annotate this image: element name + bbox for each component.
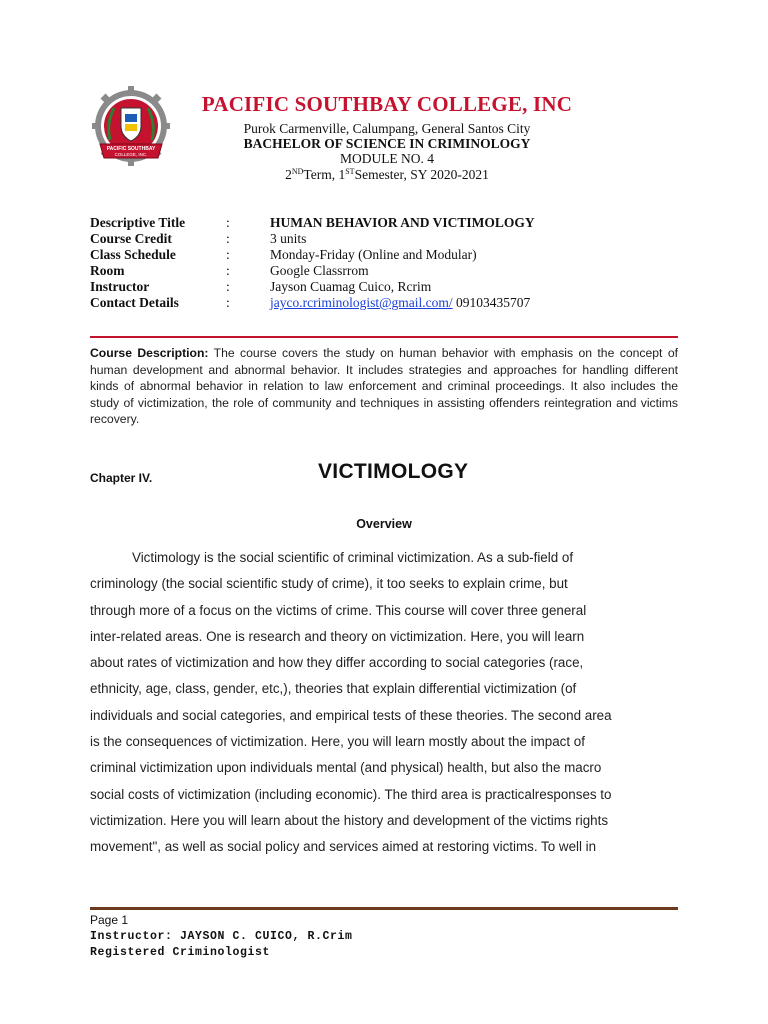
info-value: Monday-Friday (Online and Modular)	[270, 247, 477, 262]
header-divider	[90, 336, 678, 338]
info-label: Contact Details	[90, 295, 179, 310]
body-line: about rates of victimization and how they differ according to social categories (race,	[90, 655, 584, 671]
info-value: Jayson Cuamag Cuico, Rcrim	[270, 279, 432, 294]
footer-instructor: Instructor: JAYSON C. CUICO, R.Crim	[90, 930, 353, 943]
info-value: HUMAN BEHAVIOR AND VICTIMOLOGY	[270, 215, 535, 230]
footer-role: Registered Criminologist	[90, 946, 271, 959]
body-line: ethnicity, age, class, gender, etc,), theories that explain differential victimization (of	[90, 681, 577, 697]
info-row-room	[90, 263, 690, 279]
college-address: Purok Carmenville, Calumpang, General Santos City	[243, 121, 531, 136]
term-number: 2	[285, 167, 292, 182]
term-semester	[182, 167, 592, 183]
info-label: Class Schedule	[90, 247, 176, 262]
info-label: Course Credit	[90, 231, 172, 246]
contact-email-link[interactable]: jayco.rcriminologist@gmail.com/	[270, 295, 453, 310]
info-label: Descriptive Title	[90, 215, 186, 230]
body-line: movement", as well as social policy and services aimed at restoring victims. To well in	[90, 839, 597, 855]
info-row-descriptive-title	[90, 215, 690, 231]
info-value: Google Classrrom	[270, 263, 369, 278]
semester-suffix: ST	[345, 167, 355, 176]
semester-year: Semester, SY 2020-2021	[354, 167, 489, 182]
info-colon: :	[226, 231, 230, 246]
body-line: through more of a focus on the victims of crime. This course will cover three general	[90, 602, 587, 618]
info-colon: :	[226, 279, 230, 294]
body-line: criminology (the social scientific study of crime), it too seeks to explain crime, but	[90, 576, 568, 592]
info-colon: :	[226, 263, 230, 278]
body-line: victimization. Here you will learn about the history and development of the victims rights	[90, 812, 609, 828]
footer-divider	[90, 907, 678, 910]
course-description	[90, 345, 678, 428]
chapter-title: VICTIMOLOGY	[318, 460, 469, 483]
body-line: individuals and social categories, and empirical tests of these theories. The second area	[90, 707, 612, 723]
overview-body	[90, 545, 680, 861]
logo-text: PACIFIC SOUTHBAY	[106, 146, 156, 152]
info-row-contact-details	[90, 295, 690, 311]
term-suffix: ND	[291, 167, 304, 176]
info-row-instructor	[90, 279, 690, 295]
info-value: 3 units	[270, 231, 307, 246]
contact-phone: 09103435707	[452, 295, 531, 310]
info-colon: :	[226, 247, 230, 262]
info-label: Room	[90, 263, 125, 278]
info-value	[270, 295, 530, 311]
body-line: Victimology is the social scientific of criminal victimization. As a sub-field of	[132, 550, 574, 565]
course-description-text: The course covers the study on human behavior with emphasis on the concept of human development and abnormal behavior. It includes strategies and approaches for handling different kinds of abnormal behavior in relation to law enforcement and criminal proceedings. It also includes the study of victimization, the role of community and techniques in assisting offenders reintegration and victims recovery.	[90, 346, 678, 427]
info-row-class-schedule	[90, 247, 690, 263]
chapter-number: Chapter IV.	[90, 471, 153, 485]
module-number: MODULE NO. 4	[339, 151, 435, 166]
logo-text-2: COLLEGE, INC.	[114, 152, 148, 157]
body-line: social costs of victimization (including economic). The third area is practicalresponses to	[90, 786, 612, 802]
body-line: criminal victimization upon individuals mental (and physical) health, but also the macro	[90, 760, 602, 776]
course-description-label: Course Description:	[90, 346, 209, 360]
program-name: BACHELOR OF SCIENCE IN CRIMINOLOGY	[243, 136, 531, 151]
term-word: Term, 1	[303, 167, 346, 182]
body-line: inter-related areas. One is research and theory on victimization. Here, you will learn	[90, 628, 585, 644]
page-number: Page 1	[90, 913, 129, 927]
overview-heading: Overview	[356, 517, 412, 531]
college-seal-logo	[92, 86, 170, 170]
body-line: is the consequences of victimization. Here, you will learn mostly about the impact of	[90, 734, 585, 750]
college-name: PACIFIC SOUTHBAY COLLEGE, INC	[201, 92, 573, 116]
info-colon: :	[226, 215, 230, 230]
info-row-course-credit	[90, 231, 690, 247]
info-colon: :	[226, 295, 230, 310]
info-label: Instructor	[90, 279, 150, 294]
